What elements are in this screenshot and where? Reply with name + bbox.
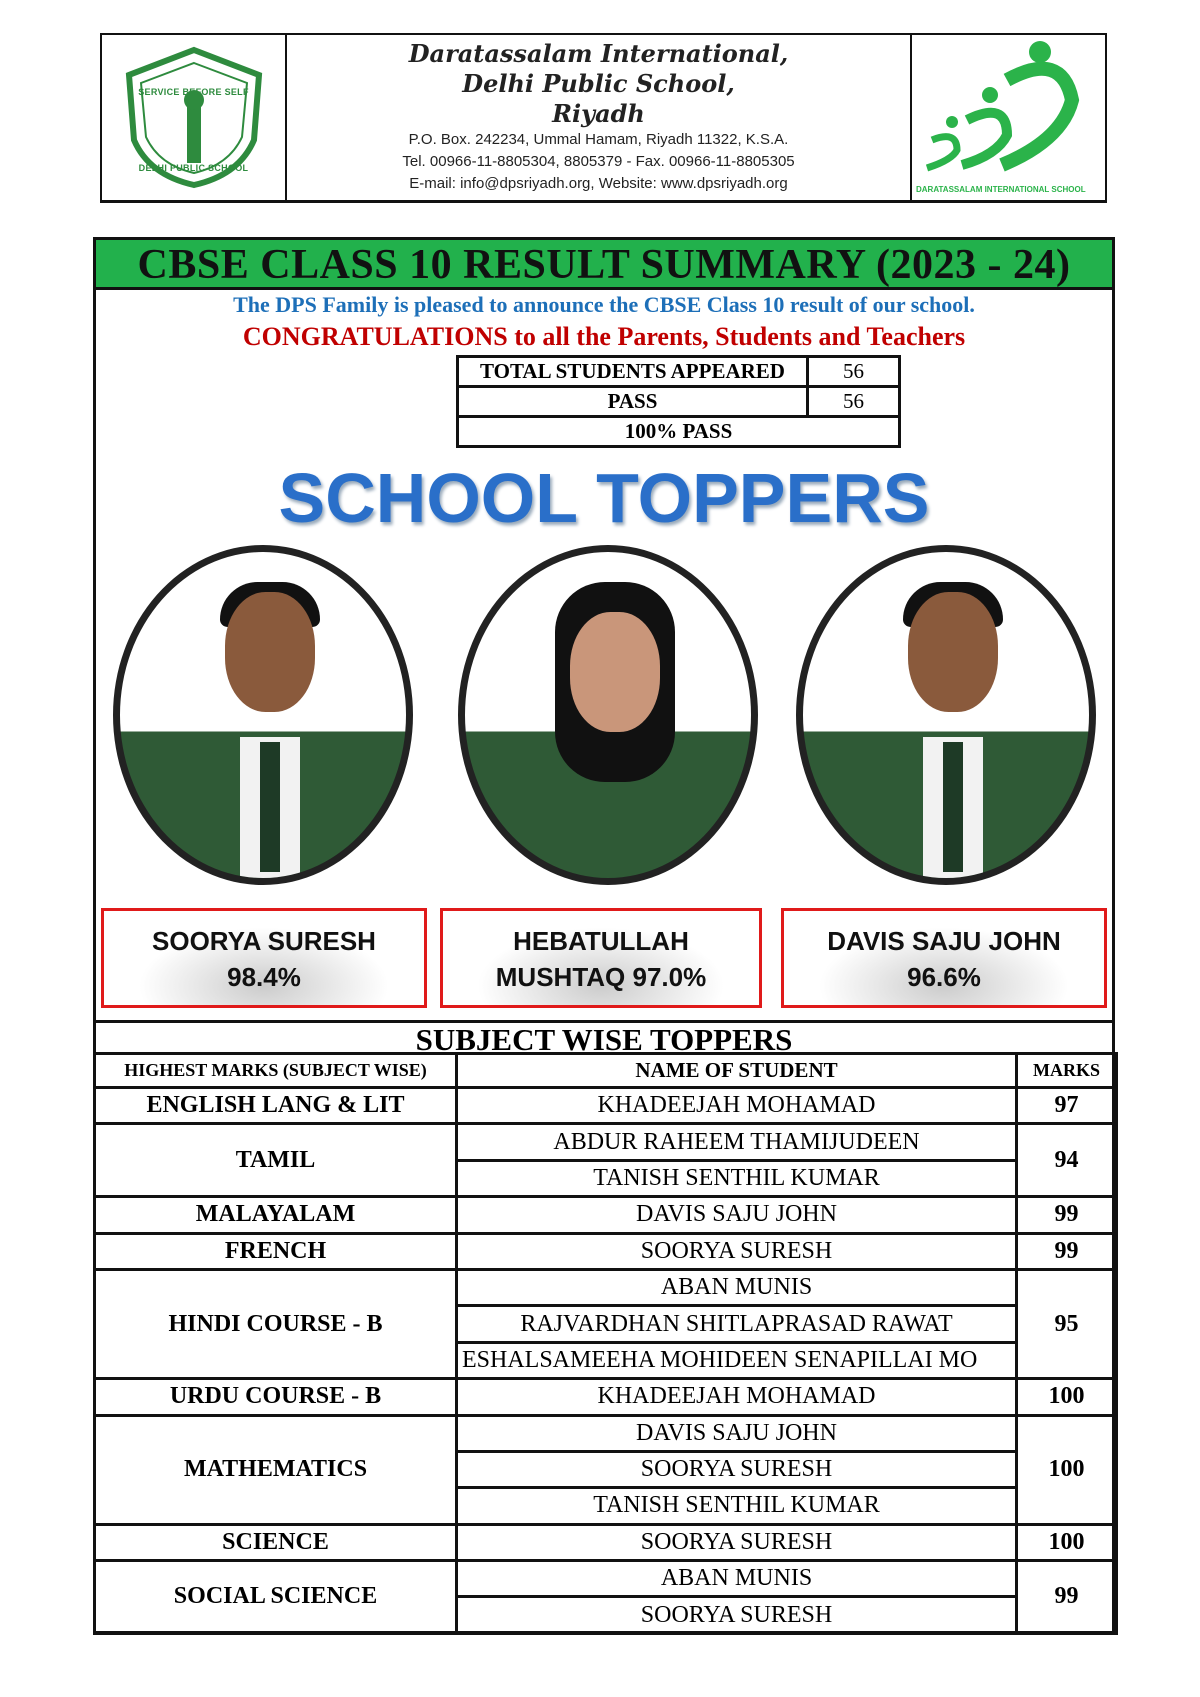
marks-cell: 97 <box>1017 1088 1117 1124</box>
student-name-cell: ABDUR RAHEEM THAMIJUDEEN <box>457 1124 1017 1160</box>
student-name-cell: ABAN MUNIS <box>457 1561 1017 1597</box>
table-row <box>95 1124 1117 1160</box>
student-name-cell: DAVIS SAJU JOHN <box>457 1415 1017 1451</box>
table-row <box>95 1561 1117 1597</box>
student-name-cell: SOORYA SURESH <box>457 1524 1017 1560</box>
student-name-cell: TANISH SENTHIL KUMAR <box>457 1488 1017 1524</box>
marks-cell: 99 <box>1017 1197 1117 1233</box>
table-row <box>95 1269 1117 1305</box>
subject-cell: TAMIL <box>95 1124 457 1197</box>
student-name-cell: ESHALSAMEEHA MOHIDEEN SENAPILLAI MO <box>457 1342 1017 1378</box>
table-row <box>95 1233 1117 1269</box>
summary-table <box>456 355 901 448</box>
subject-cell: SCIENCE <box>95 1524 457 1560</box>
page-title: CBSE CLASS 10 RESULT SUMMARY (2023 - 24) <box>96 240 1112 290</box>
crest-school-name: DELHI PUBLIC SCHOOL <box>138 163 249 173</box>
topper-score: 98.4% <box>227 962 301 992</box>
subject-cell: HINDI COURSE - B <box>95 1269 457 1378</box>
appeared-label: TOTAL STUDENTS APPEARED <box>458 357 808 387</box>
daratassalam-logo <box>910 35 1105 200</box>
pass-label: PASS <box>458 387 808 417</box>
announcement: The DPS Family is pleased to announce the CBSE Class 10 result of our school. <box>233 292 975 317</box>
col-header-subject: HIGHEST MARKS (SUBJECT WISE) <box>95 1054 457 1088</box>
topper-card-2 <box>440 908 762 1008</box>
topper-score: MUSHTAQ 97.0% <box>495 962 707 992</box>
topper-photo-2 <box>458 545 758 885</box>
student-name-cell: SOORYA SURESH <box>457 1451 1017 1487</box>
topper-photo-1 <box>113 545 413 885</box>
marks-cell: 99 <box>1017 1233 1117 1269</box>
marks-cell: 100 <box>1017 1415 1117 1524</box>
topper-name: HEBATULLAH <box>513 926 689 956</box>
logo-caption: DARATASSALAM INTERNATIONAL SCHOOL <box>916 185 1086 194</box>
congratulations: CONGRATULATIONS to all the Parents, Students and Teachers <box>242 322 966 351</box>
phone: Tel. 00966-11-8805304, 8805379 - Fax. 00966-11-8805305 <box>402 153 795 170</box>
address: P.O. Box. 242234, Ummal Hamam, Riyadh 11322, K.S.A. <box>408 131 789 148</box>
school-name-line3: Riyadh <box>552 99 645 128</box>
subject-cell: URDU COURSE - B <box>95 1379 457 1415</box>
topper-card-3 <box>781 908 1107 1008</box>
email-website: E-mail: info@dpsriyadh.org, Website: www.dpsriyadh.org <box>409 175 788 192</box>
marks-cell: 95 <box>1017 1269 1117 1378</box>
subject-cell: MATHEMATICS <box>95 1415 457 1524</box>
table-row <box>95 1197 1117 1233</box>
pass-percentage: 100% PASS <box>458 417 900 447</box>
appeared-value: 56 <box>808 357 900 387</box>
student-name-cell: ABAN MUNIS <box>457 1269 1017 1305</box>
crest-motto: SERVICE BEFORE SELF <box>138 87 249 97</box>
student-name-cell: RAJVARDHAN SHITLAPRASAD RAWAT <box>457 1306 1017 1342</box>
student-name-cell: KHADEEJAH MOHAMAD <box>457 1379 1017 1415</box>
student-name-cell: DAVIS SAJU JOHN <box>457 1197 1017 1233</box>
subject-cell: MALAYALAM <box>95 1197 457 1233</box>
letterhead <box>100 33 1107 203</box>
student-name-cell: SOORYA SURESH <box>457 1233 1017 1269</box>
topper-score: 96.6% <box>907 962 981 992</box>
student-name-cell: KHADEEJAH MOHAMAD <box>457 1088 1017 1124</box>
pass-value: 56 <box>808 387 900 417</box>
topper-name: SOORYA SURESH <box>152 926 376 956</box>
student-name-cell: TANISH SENTHIL KUMAR <box>457 1160 1017 1196</box>
table-row <box>95 1524 1117 1560</box>
marks-cell: 100 <box>1017 1524 1117 1560</box>
subject-cell: ENGLISH LANG & LIT <box>95 1088 457 1124</box>
table-row <box>95 1415 1117 1451</box>
school-toppers-heading: SCHOOL TOPPERS <box>278 459 930 537</box>
school-name-line2: Delhi Public School, <box>462 69 735 98</box>
subject-toppers-table <box>93 1052 1118 1635</box>
topper-name: DAVIS SAJU JOHN <box>827 926 1061 956</box>
table-row <box>95 1088 1117 1124</box>
dps-crest-logo <box>102 35 287 200</box>
table-row <box>95 1379 1117 1415</box>
topper-card-1 <box>101 908 427 1008</box>
subject-cell: FRENCH <box>95 1233 457 1269</box>
marks-cell: 100 <box>1017 1379 1117 1415</box>
student-name-cell: SOORYA SURESH <box>457 1597 1017 1633</box>
topper-photo-3 <box>796 545 1096 885</box>
col-header-marks: MARKS <box>1017 1054 1117 1088</box>
school-name-line1: Daratassalam International, <box>408 39 789 68</box>
col-header-name: NAME OF STUDENT <box>457 1054 1017 1088</box>
subject-toppers-heading: SUBJECT WISE TOPPERS <box>96 1020 1112 1055</box>
marks-cell: 99 <box>1017 1561 1117 1634</box>
result-summary <box>93 237 1115 1634</box>
subject-cell: SOCIAL SCIENCE <box>95 1561 457 1634</box>
marks-cell: 94 <box>1017 1124 1117 1197</box>
